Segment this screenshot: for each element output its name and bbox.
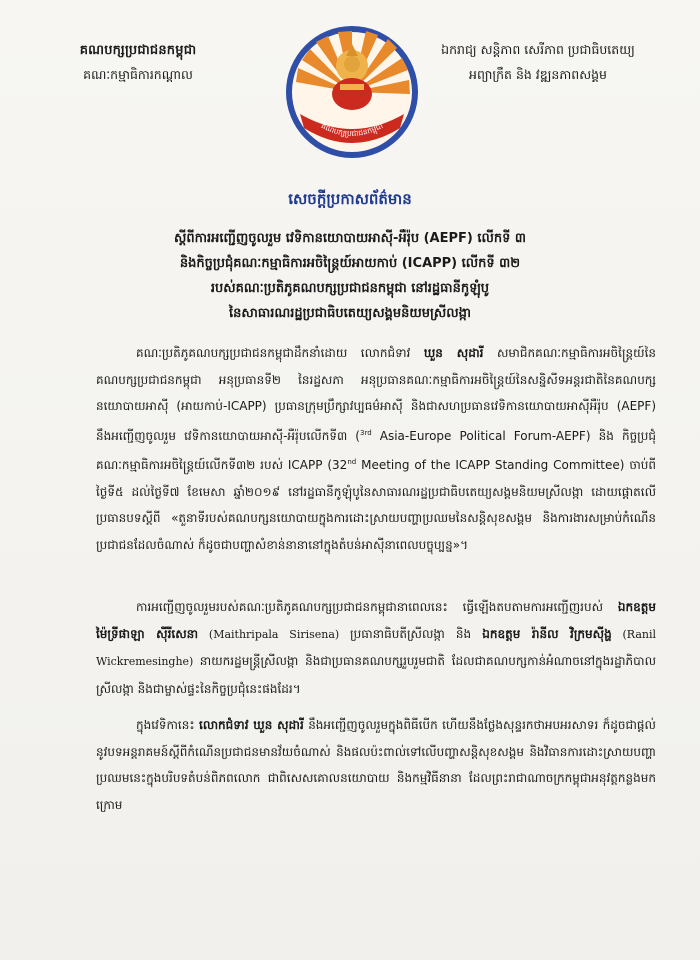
p1-sup-1: 3rd — [360, 428, 372, 437]
p1-sup-2: nd — [347, 458, 357, 466]
document-title: សេចក្ដីប្រកាសព័ត៌មាន — [288, 190, 412, 208]
motto-line-2: អព្យាក្រឹត និង វឌ្ឍនភាពសង្គម — [469, 67, 607, 82]
p1-middle-2: Asia-Europe Political Forum-AEPF) និង កិច្ចប្រជុំគណៈកម្មាធិការអចិន្ត្រៃយ៍លើកទី៣២ របស់ ICAPP ( — [96, 428, 656, 472]
p2-bold-1: ឯកឧត្តម ម៉ៃទ្រីផាឡា ស៊ីរីសេនា — [96, 600, 656, 641]
logo-text: គណបក្សប្រជាជនកម្ពុជា — [319, 121, 385, 139]
committee-name: គណៈកម្មាធិការកណ្ដាល — [83, 67, 193, 82]
motto-line-1: ឯករាជ្យ សន្តិភាព សេរីភាព ប្រជាធិបតេយ្យ — [441, 42, 635, 57]
subtitle-line-1: ស្ដីពីការអញ្ជើញចូលរួម វេទិកានយោបាយអាស៊ី-អឺរ៉ុប (AEPF) លើកទី ៣ — [173, 231, 527, 246]
p2-bold-2: ឯកឧត្តម រ៉ានីល វិក្រមស៊ីង្ហ — [482, 626, 612, 641]
p2-middle: ប្រធានាធិបតីស្រីលង្កា និង — [350, 626, 483, 641]
p3-start: ក្នុងវេទិកានេះ — [136, 718, 200, 732]
p3-end: នឹងអញ្ជើញចូលរួមក្នុងពិធីបើក ហើយនឹងថ្លែងសុន្ទរកថាអបអរសាទរ ក៏ដូចជាផ្ដល់នូវបទអន្តរាគមន៍ស្ដីពីកំណើនប្រជាជនមានវ័យចំណាស់ និងផលប៉ះពាល់ទៅលើបញ្ហាសន្តិសុខសង្គម និងវិធានការដោះស្រាយបញ្ហាប្រឈមនេះក្នុងបរិបទតំបន់ពិភពលោក ជាពិសេសគោលនយោបាយ និងកម្មវិធីនានា ដែលព្រះរាជាណាចក្រកម្ពុជាអនុវត្តកន្លងមកក្រោម — [96, 718, 656, 812]
p1-name: ឃួន សុដារី — [423, 346, 484, 360]
p1-end: Meeting of the ICAPP Standing Committee) ចាប់ពីថ្ងៃទី៥ ដល់ថ្ងៃទី៧ ខែមេសា ឆ្នាំ២០១៩ នៅរដ្ឋធានីកូឡុំបូនៃសាធារណរដ្ឋប្រជាធិបតេយ្យសង្គមនិយមស្រីលង្កា ដោយផ្ដោតលើប្រធានបទស្ដីពី «តួនាទីរបស់គណបក្សនយោបាយក្នុងការដោះស្រាយបញ្ហាប្រឈមនៃសន្តិសុខសង្គម និងការងារសម្រាប់កំណើនប្រជាជនដែលចំណាស់ ក៏ដូចជាបញ្ហាសំខាន់នានានៅក្នុងតំបន់អាស៊ីនាពេលបច្ចុប្បន្ន»។ — [96, 458, 656, 552]
p1-start: គណៈប្រតិភូគណបក្សប្រជាជនកម្ពុជាដឹកនាំដោយ លោកជំទាវ — [136, 346, 424, 360]
p2-end: នាយករដ្ឋមន្ត្រីស្រីលង្កា និងជាប្រធានគណបក្សរួបរួមជាតិ ដែលជាគណបក្សកាន់អំណាចនៅក្នុងរដ្ឋាភិបាលស្រីលង្កា និងជាម្ចាស់ផ្ទះនៃកិច្ចប្រជុំនេះផងដែរ។ — [96, 654, 656, 696]
header-right — [418, 42, 658, 86]
party-logo — [282, 22, 422, 162]
subtitle-line-3: របស់គណៈប្រតិភូគណបក្សប្រជាជនកម្ពុជា នៅរដ្ឋធានីកូឡុំបូ — [210, 281, 490, 296]
subtitle-line-2: និងកិច្ចប្រជុំគណៈកម្មាធិការអចិន្ត្រៃយ៍អាយកាប់ (ICAPP) លើកទី ៣២ — [179, 256, 521, 271]
p2-start: ការអញ្ជើញចូលរួមរបស់គណៈប្រតិភូគណបក្សប្រជាជនកម្ពុជានាពេលនេះ ធ្វើឡើងតបតាមការអញ្ជើញរបស់ — [136, 600, 618, 614]
party-name: គណបក្សប្រជាជនកម្ពុជា — [79, 43, 197, 58]
p1-middle-1: សមាជិកគណៈកម្មាធិការអចិន្ត្រៃយ៍នៃគណបក្សប្រជាជនកម្ពុជា អនុប្រធានទី២ នៃរដ្ឋសភា អនុប្រធានគណៈកម្មាធិការអចិន្ត្រៃយ៍នៃសន្និសីទអន្តរជាតិនៃគណបក្សនយោបាយអាស៊ី (អាយកាប់-ICAPP) ប្រធានក្រុមប្រឹក្សាវប្បធម៌អាស៊ី និងជាសហប្រធានវេទិកានយោបាយអាស៊ីអឺរ៉ុប (AEPF) នឹងអញ្ជើញចូលរួម វេទិកានយោបាយអាស៊ី-អឺរ៉ុបលើកទី៣ ( — [96, 346, 656, 443]
p2-latin-1: (Maithripala Sirisena) — [198, 627, 351, 641]
subtitle-line-4: នៃសាធារណរដ្ឋប្រជាធិបតេយ្យសង្គមនិយមស្រីលង្កា — [228, 306, 472, 321]
document-subtitle — [100, 226, 600, 326]
p1-sup-2-pre: 32 — [332, 458, 348, 472]
paragraph-1 — [96, 340, 656, 558]
header-left — [58, 42, 218, 86]
paragraph-3 — [96, 712, 656, 818]
p2-latin-2: (Ranil Wickremesinghe) — [96, 627, 657, 668]
p3-bold: លោកជំទាវ ឃួន សុដារី — [199, 718, 304, 732]
paragraph-2 — [96, 594, 656, 702]
